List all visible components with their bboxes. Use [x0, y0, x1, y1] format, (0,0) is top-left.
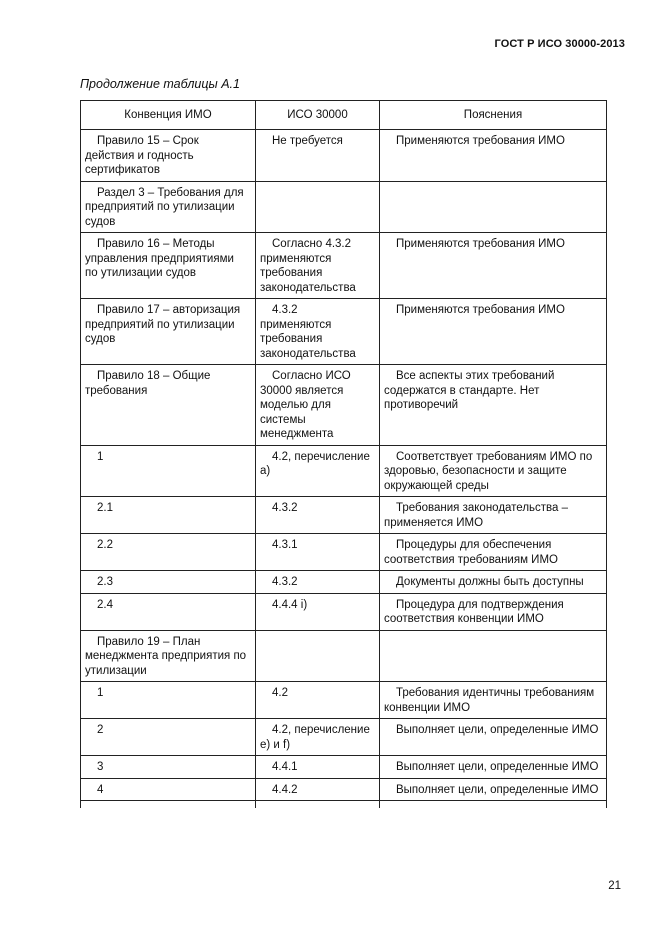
explanation-cell [380, 181, 607, 233]
table-row [81, 497, 607, 534]
explanation-cell [380, 593, 607, 630]
imo-convention-cell [81, 630, 256, 682]
cell-text: Правило 19 – План менеджмента предприятия по утилизации [85, 635, 247, 677]
table-row [81, 571, 607, 594]
explanation-cell [380, 365, 607, 446]
cell-text: 1 [97, 687, 104, 699]
iso-30000-cell [256, 299, 380, 365]
explanation-cell [380, 497, 607, 534]
cell-text: Правило 16 – Методы управления предприятиями по утилизации судов [85, 238, 234, 279]
cell-text: Выполняет цели, определенные ИМО [396, 783, 599, 796]
explanation-cell [380, 756, 607, 779]
iso-30000-cell [256, 593, 380, 630]
imo-convention-cell [81, 756, 256, 779]
cell-text: Применяются требования ИМО [396, 135, 565, 147]
imo-convention-cell [81, 233, 256, 299]
explanation-cell [380, 130, 607, 182]
cell-text: Правило 15 – Срок действия и годность сертификатов [85, 135, 199, 176]
table-row [81, 719, 607, 756]
cell-text: Документы должны быть доступны [396, 576, 584, 588]
iso-30000-cell [256, 130, 380, 182]
explanation-cell [380, 719, 607, 756]
table-row [81, 630, 607, 682]
continuation-cell [380, 801, 607, 809]
iso-30000-cell [256, 630, 380, 682]
column-header-iso-30000: ИСО 30000 [256, 101, 380, 130]
column-header-explanations: Пояснения [380, 101, 607, 130]
cell-text: 4.2, перечисление a) [260, 450, 370, 477]
cell-text: 2.2 [97, 539, 113, 551]
imo-convention-cell [81, 130, 256, 182]
iso-30000-cell [256, 778, 380, 801]
table-body [81, 130, 607, 809]
imo-convention-cell [81, 497, 256, 534]
explanation-cell [380, 571, 607, 594]
iso-30000-cell [256, 365, 380, 446]
cell-text: Согласно 4.3.2 применяются требования законодательства [260, 238, 356, 294]
explanation-cell [380, 534, 607, 571]
cell-text: Применяются требования ИМО [396, 304, 565, 316]
iso-30000-cell [256, 571, 380, 594]
column-header-imo-convention: Конвенция ИМО [81, 101, 256, 130]
cell-text: Все аспекты этих требований содержатся в стандарте. Нет противоречий [384, 370, 555, 411]
cell-text: 4.4.2 [272, 783, 298, 796]
cell-text: 4.3.1 [272, 539, 298, 551]
cell-text: 2.1 [97, 502, 113, 514]
cell-text: 4.2, перечисление e) и f) [260, 724, 370, 751]
explanation-cell [380, 682, 607, 719]
explanation-cell [380, 445, 607, 497]
table-row [81, 756, 607, 779]
imo-convention-cell [81, 682, 256, 719]
iso-30000-cell [256, 181, 380, 233]
table-row [81, 233, 607, 299]
cell-text: Не требуется [272, 135, 343, 147]
cell-text: 2.4 [97, 598, 113, 611]
iso-30000-cell [256, 682, 380, 719]
iso-30000-cell [256, 233, 380, 299]
imo-convention-cell [81, 181, 256, 233]
imo-convention-cell [81, 365, 256, 446]
cell-text: 2 [97, 724, 104, 736]
table-row [81, 682, 607, 719]
cell-text: 2.3 [97, 576, 113, 588]
iso-30000-cell [256, 719, 380, 756]
table-row [81, 445, 607, 497]
imo-convention-cell [81, 719, 256, 756]
cell-text: Соответствует требованиям ИМО по здоровью, безопасности и защите окружающей среды [384, 450, 593, 492]
table-header-row [81, 101, 607, 130]
cell-text: 4.3.2 [272, 502, 298, 514]
imo-convention-cell [81, 299, 256, 365]
cell-text: 4 [97, 783, 104, 796]
cell-text: 4.4.1 [272, 761, 298, 773]
explanation-cell [380, 233, 607, 299]
cell-text: Требования законодательства – применяется ИМО [384, 502, 569, 529]
imo-convention-cell [81, 534, 256, 571]
table-row [81, 299, 607, 365]
continuation-cell [81, 801, 256, 809]
cell-text: Применяются требования ИМО [396, 238, 565, 250]
continuation-cell [256, 801, 380, 809]
imo-convention-cell [81, 571, 256, 594]
table-row [81, 534, 607, 571]
table-row [81, 365, 607, 446]
cell-text: 1 [97, 450, 104, 463]
cell-text: Раздел 3 – Требования для предприятий по утилизации судов [85, 186, 244, 228]
imo-convention-cell [81, 778, 256, 801]
cell-text: Процедуры для обеспечения соответствия требованиям ИМО [384, 539, 558, 566]
iso-30000-cell [256, 756, 380, 779]
cell-text: Выполняет цели, определенные ИМО [396, 761, 599, 773]
cell-text: 4.3.2 применяются требования законодательства [260, 304, 356, 360]
cell-text: Процедура для подтверждения соответствия конвенции ИМО [384, 598, 564, 625]
standard-header: ГОСТ Р ИСО 30000-2013 [494, 38, 625, 50]
table-row [81, 181, 607, 233]
explanation-cell [380, 299, 607, 365]
explanation-cell [380, 630, 607, 682]
iso-30000-cell [256, 445, 380, 497]
cell-text: Требования идентичны требованиям конвенции ИМО [384, 687, 595, 714]
table-row [81, 778, 607, 801]
imo-convention-cell [81, 593, 256, 630]
iso-30000-cell [256, 497, 380, 534]
iso-30000-cell [256, 534, 380, 571]
cell-text: Выполняет цели, определенные ИМО [396, 724, 599, 736]
cell-text: Согласно ИСО 30000 является моделью для системы менеджмента [260, 370, 351, 440]
cell-text: Правило 18 – Общие требования [85, 370, 211, 397]
table-caption: Продолжение таблицы А.1 [80, 77, 240, 91]
imo-convention-cell [81, 445, 256, 497]
page-number: 21 [608, 880, 621, 892]
cell-text: 4.2 [272, 687, 288, 699]
table-continuation-strip [81, 801, 607, 809]
cell-text: 4.4.4 i) [272, 598, 308, 611]
table-row [81, 593, 607, 630]
conventions-table [80, 100, 607, 808]
cell-text: Правило 17 – авторизация предприятий по утилизации судов [85, 304, 241, 345]
table-row [81, 130, 607, 182]
cell-text: 3 [97, 761, 104, 773]
cell-text: 4.3.2 [272, 576, 298, 588]
explanation-cell [380, 778, 607, 801]
